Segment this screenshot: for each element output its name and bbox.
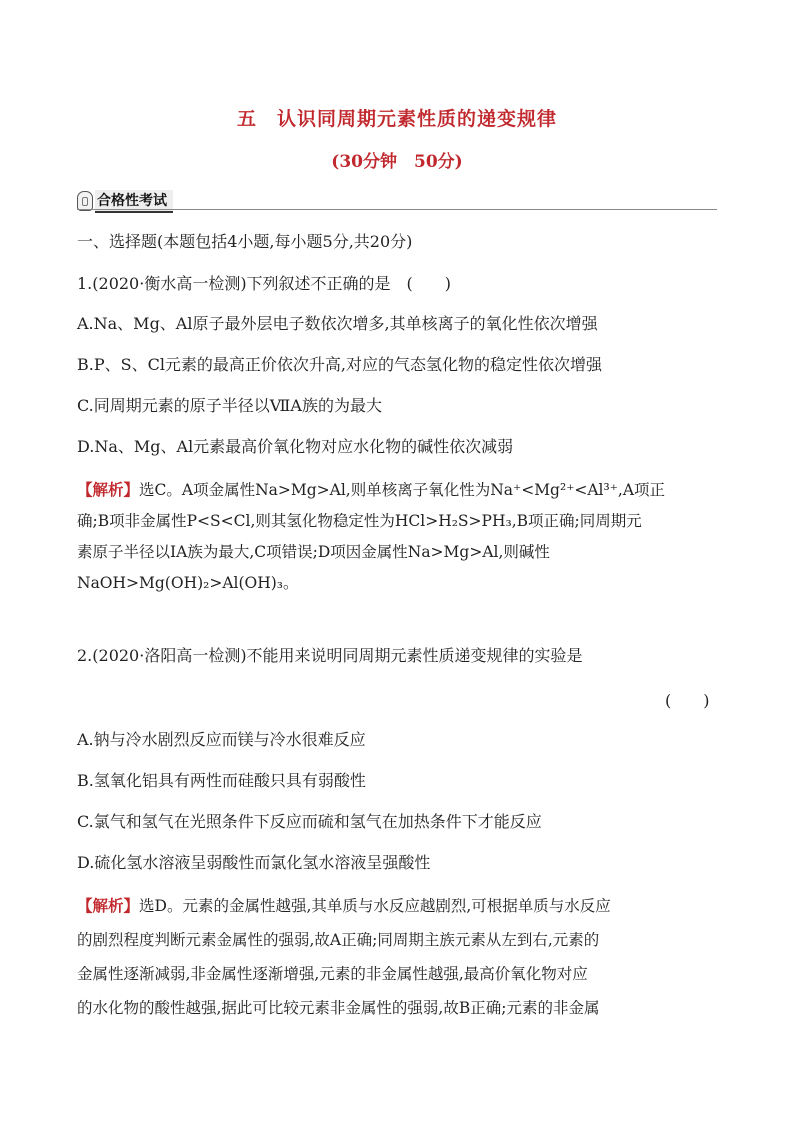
analysis-line: 选D。元素的金属性越强,其单质与水反应越剧烈,可根据单质与水反应 (139, 897, 611, 915)
question-1-analysis (77, 479, 719, 594)
analysis-line: 的剧烈程度判断元素金属性的强弱,故A正确;同周期主族元素从左到右,元素的 (77, 931, 600, 949)
question-2-analysis (77, 895, 719, 1019)
question-1-option-c: C.同周期元素的原子半径以ⅦA族的为最大 (77, 396, 382, 415)
analysis-line: NaOH>Mg(OH)₂>Al(OH)₃。 (77, 574, 299, 592)
analysis-line: 素原子半径以ⅠA族为最大,C项错误;D项因金属性Na>Mg>Al,则碱性 (77, 543, 550, 561)
question-1-option-b: B.P、S、Cl元素的最高正价依次升高,对应的气态氢化物的稳定性依次增强 (77, 355, 603, 374)
analysis-tag: 【解析】 (77, 480, 140, 499)
part-heading: 一、选择题(本题包括4小题,每小题5分,共20分) (77, 232, 413, 251)
question-2-option-d: D.硫化氢水溶液呈弱酸性而氯化氢水溶液呈强酸性 (77, 853, 431, 872)
section-header (77, 190, 717, 212)
question-2-option-b: B.氢氧化铝具有两性而硅酸只具有弱酸性 (77, 771, 366, 790)
answer-paren: ( ) (665, 691, 710, 710)
section-divider (77, 209, 717, 210)
analysis-line: 选C。A项金属性Na>Mg>Al,则单核离子氧化性为Na⁺<Mg²⁺<Al³⁺,A项正 (139, 481, 666, 499)
question-1-stem: 1.(2020·衡水高一检测)下列叙述不正确的是 ( ) (77, 274, 452, 293)
question-2-option-c: C.氯气和氢气在光照条件下反应而硫和氢气在加热条件下才能反应 (77, 812, 542, 831)
analysis-line: 的水化物的酸性越强,据此可比较元素非金属性的强弱,故B正确;元素的非金属 (77, 999, 600, 1017)
analysis-line: 确;B项非金属性P<S<Cl,则其氢化物稳定性为HCl>H₂S>PH₃,B项正确;同周期元 (77, 512, 642, 530)
analysis-line: 金属性逐渐减弱,非金属性逐渐增强,元素的非金属性越强,最高价氧化物对应 (77, 965, 588, 983)
question-1-option-a: A.Na、Mg、Al原子最外层电子数依次增多,其单核离子的氧化性依次增强 (77, 314, 598, 333)
question-1-option-d: D.Na、Mg、Al元素最高价氧化物对应水化物的碱性依次减弱 (77, 437, 514, 456)
lightbulb-icon (77, 191, 93, 211)
analysis-tag: 【解析】 (77, 896, 140, 915)
question-2-option-a: A.钠与冷水剧烈反应而镁与冷水很难反应 (77, 730, 366, 749)
time-score-subtitle: (30分钟 50分) (331, 152, 463, 172)
page-title: 五 认识同周期元素性质的递变规律 (236, 108, 557, 130)
section-label: 合格性考试 (95, 190, 173, 213)
question-2-stem: 2.(2020·洛阳高一检测)不能用来说明同周期元素性质递变规律的实验是 (77, 646, 583, 665)
